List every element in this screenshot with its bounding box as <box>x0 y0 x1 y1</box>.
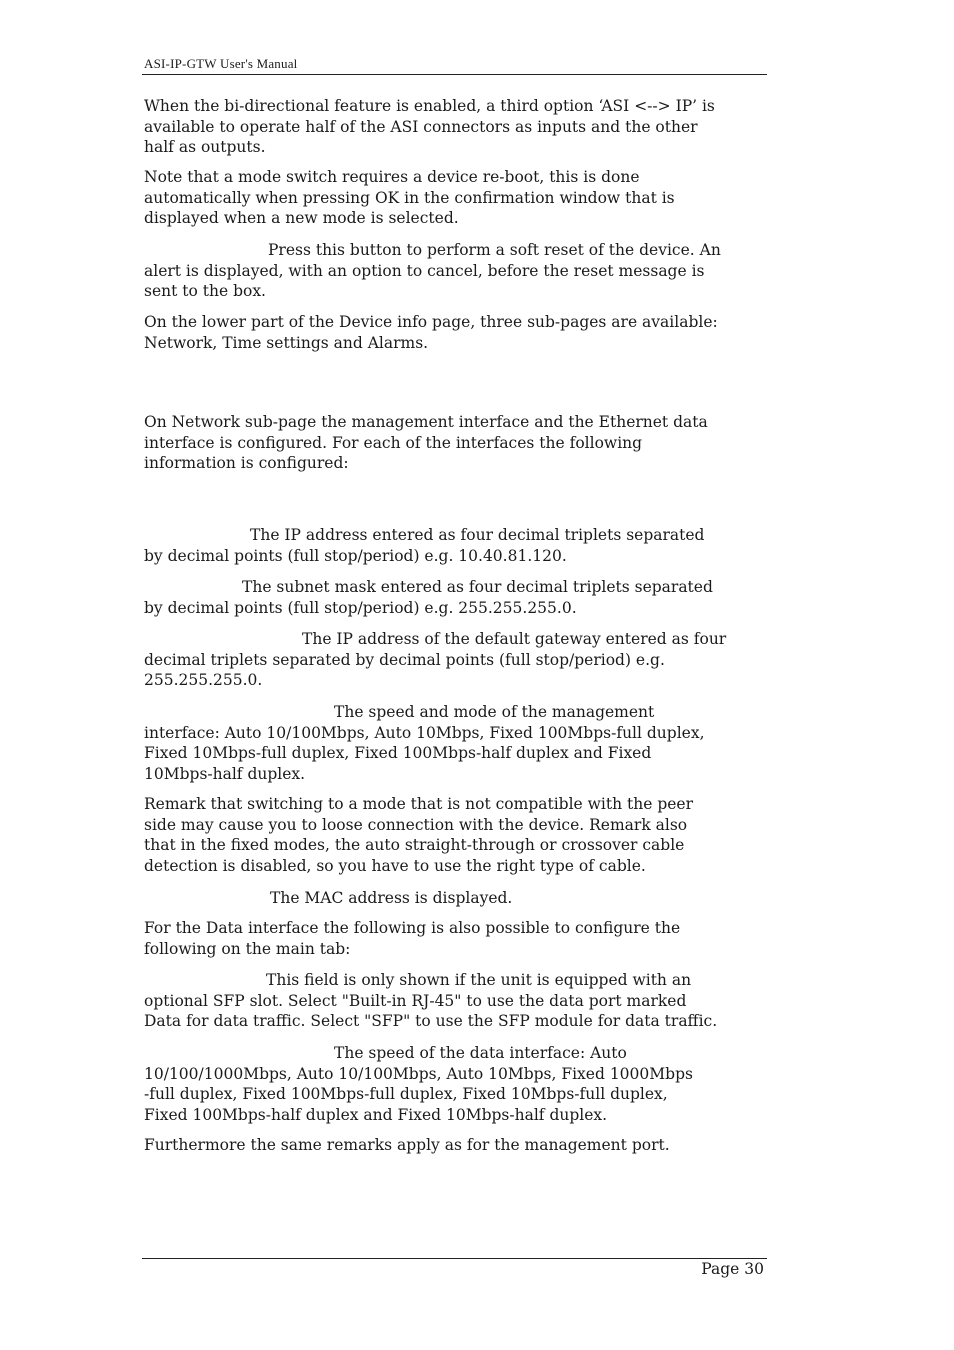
text-line: Fixed 100Mbps-half duplex and Fixed 10Mbps-half duplex. <box>144 1105 608 1124</box>
text-line: information is configured: <box>144 454 349 473</box>
text-line: 10/100/1000Mbps, Auto 10/100Mbps, Auto 10Mbps, Fixed 1000Mbps <box>144 1064 693 1083</box>
paragraph-ip-address <box>144 525 769 566</box>
text-line: half as outputs. <box>144 138 266 157</box>
text-line: automatically when pressing OK in the confirmation window that is <box>144 188 675 207</box>
paragraph-sfp <box>144 970 769 1032</box>
header-divider <box>142 74 767 75</box>
text-line: Remark that switching to a mode that is not compatible with the peer <box>144 795 693 813</box>
paragraph-data-speed <box>144 1043 769 1125</box>
text-line: that in the fixed modes, the auto straight-through or crossover cable <box>144 836 685 855</box>
text-line: When the bi-directional feature is enabled, a third option ‘ASI <--> IP’ is <box>144 97 715 115</box>
paragraph-mac-address <box>144 888 769 909</box>
text-line: 10Mbps-half duplex. <box>144 764 306 783</box>
paragraph-subpages <box>144 312 769 353</box>
text-line: On the lower part of the Device info page, three sub-pages are available: <box>144 313 718 331</box>
paragraph-bidirectional <box>144 96 769 158</box>
text-line: The MAC address is displayed. <box>270 889 513 907</box>
text-line: by decimal points (full stop/period) e.g. 255.255.255.0. <box>144 598 577 617</box>
text-line: This field is only shown if the unit is equipped with an <box>266 971 692 989</box>
text-line: The speed of the data interface: Auto <box>334 1044 627 1062</box>
text-line: interface is configured. For each of the interfaces the following <box>144 433 643 452</box>
footer-divider <box>142 1258 767 1259</box>
paragraph-furthermore <box>144 1135 769 1156</box>
text-line: optional SFP slot. Select "Built-in RJ-45" to use the data port marked <box>144 991 687 1010</box>
text-line: Press this button to perform a soft reset of the device. An <box>268 241 721 259</box>
paragraph-management-speed <box>144 702 769 784</box>
text-line: Note that a mode switch requires a device re-boot, this is done <box>144 168 640 186</box>
text-line: alert is displayed, with an option to cancel, before the reset message is <box>144 261 705 280</box>
text-line: decimal triplets separated by decimal points (full stop/period) e.g. <box>144 650 665 669</box>
text-line: For the Data interface the following is also possible to configure the <box>144 919 681 937</box>
text-line: The IP address entered as four decimal triplets separated <box>250 526 705 544</box>
text-line: -full duplex, Fixed 100Mbps-full duplex, Fixed 10Mbps-full duplex, <box>144 1085 668 1104</box>
paragraph-mode-switch <box>144 167 769 229</box>
running-header: ASI-IP-GTW User's Manual <box>144 56 298 71</box>
paragraph-remark <box>144 794 769 876</box>
text-line: The subnet mask entered as four decimal triplets separated <box>242 578 713 596</box>
text-line: displayed when a new mode is selected. <box>144 209 459 228</box>
text-line: Data for data traffic. Select "SFP" to use the SFP module for data traffic. <box>144 1012 718 1031</box>
text-line: On Network sub-page the management interface and the Ethernet data <box>144 413 708 431</box>
text-line: available to operate half of the ASI connectors as inputs and the other <box>144 117 698 136</box>
text-line: 255.255.255.0. <box>144 671 263 690</box>
text-line: Network, Time settings and Alarms. <box>144 333 429 352</box>
text-line: following on the main tab: <box>144 939 351 958</box>
text-line: by decimal points (full stop/period) e.g. 10.40.81.120. <box>144 546 567 565</box>
text-line: interface: Auto 10/100Mbps, Auto 10Mbps, Fixed 100Mbps-full duplex, <box>144 723 705 742</box>
text-line: detection is disabled, so you have to use the right type of cable. <box>144 856 646 875</box>
text-line: Furthermore the same remarks apply as for the management port. <box>144 1136 670 1154</box>
text-line: sent to the box. <box>144 282 266 301</box>
text-line: The speed and mode of the management <box>334 703 655 721</box>
text-line: Fixed 10Mbps-full duplex, Fixed 100Mbps-half duplex and Fixed <box>144 744 652 763</box>
text-line: The IP address of the default gateway entered as four <box>302 630 727 648</box>
paragraph-subnet-mask <box>144 577 769 618</box>
paragraph-default-gateway <box>144 629 769 691</box>
paragraph-data-interface <box>144 918 769 959</box>
page-number: Page 30 <box>701 1260 764 1278</box>
paragraph-reset <box>144 240 769 302</box>
paragraph-network-intro <box>144 412 769 474</box>
text-line: side may cause you to loose connection with the device. Remark also <box>144 815 688 834</box>
